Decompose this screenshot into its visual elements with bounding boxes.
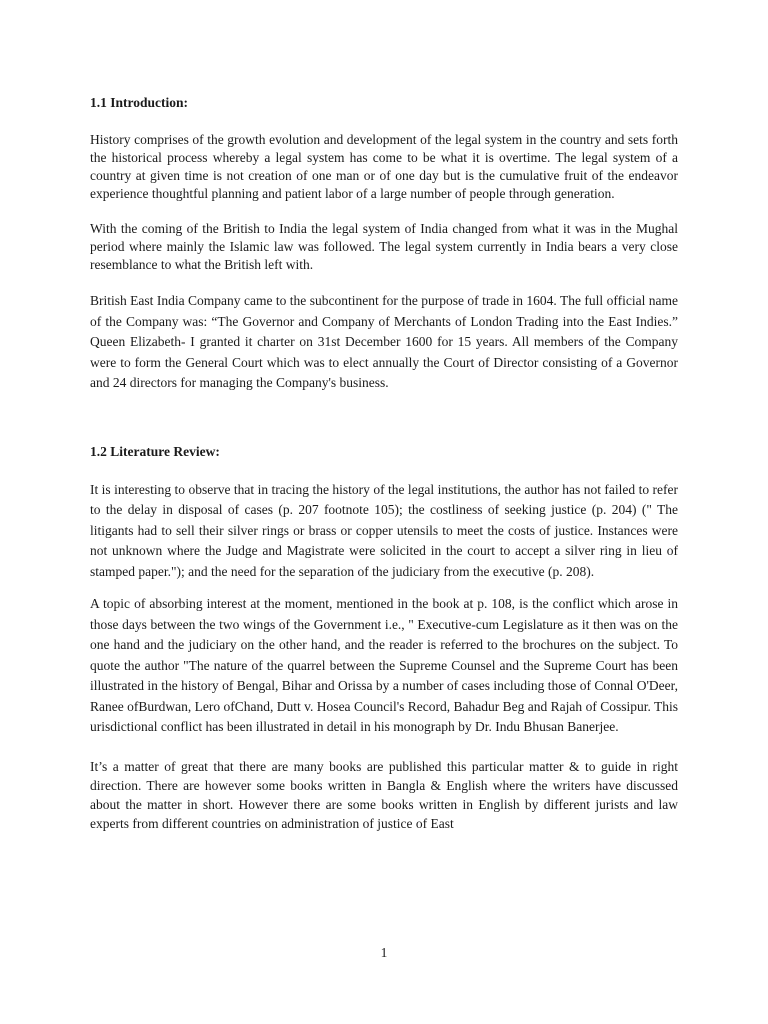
section-spacer	[90, 394, 678, 442]
literature-paragraph-1: It is interesting to observe that in tracing the history of the legal institutions, the author has not failed to refer to the delay in disposal of cases (p. 207 footnote 105); the costliness of seeking justice (p. 204) (" The litigants had to sell their silver rings or brass or copper utensils to meet the costs of justice. Instances were not unknown where the Judge and Magistrate were solicited in the court to accept a silver ring in lieu of stamped paper."); and the need for the separation of the judiciary from the executive (p. 208).	[90, 481, 678, 579]
section-heading-literature-review: 1.2 Literature Review:	[90, 443, 220, 459]
page-number: 1	[380, 945, 388, 960]
section-literature-review	[90, 442, 678, 833]
intro-paragraph-1: History comprises of the growth evolution and development of the legal system in the country and sets forth the historical process whereby a legal system has come to be what it is overtime. The legal system of a country at given time is not creation of one man or of one day but is the cumulative fruit of the endeavor experience thoughtful planning and patient labor of a large number of people through generation.	[90, 132, 678, 201]
section-introduction	[90, 93, 678, 394]
literature-paragraph-3: It’s a matter of great that there are many books are published this particular matter & to guide in right direction. There are however some books written in Bangla & English where the writers have discussed about the matter in short. However there are some books written in English by different jurists and law experts from different countries on administration of justice of East	[90, 758, 678, 831]
intro-paragraph-2: With the coming of the British to India the legal system of India changed from what it was in the Mughal period where mainly the Islamic law was followed. The legal system currently in India bears a very close resemblance to what the British left with.	[90, 221, 678, 272]
document-page	[90, 93, 678, 833]
section-heading-introduction: 1.1 Introduction:	[90, 95, 189, 110]
literature-paragraph-2: A topic of absorbing interest at the moment, mentioned in the book at p. 108, is the conflict which arose in those days between the two wings of the Government i.e., " Executive-cum Legislature as it then was on the one hand and the judiciary on the other hand, and the reader is referred to the brochures on the subject. To quote the author "The nature of the quarrel between the Supreme Counsel and the Supreme Court has been illustrated in the history of Bengal, Bihar and Orissa by a number of cases including those of Connal O'Deer, Ranee ofBurdwan, Lero ofChand, Dutt v. Hosea Council's Record, Bahadur Beg and Rajah of Cossipur. This urisdictional conflict has been illustrated in detail in his monograph by Dr. Indu Bhusan Banerjee.	[90, 596, 678, 734]
intro-paragraph-3: British East India Company came to the subcontinent for the purpose of trade in 1604. The full official name of the Company was: “The Governor and Company of Merchants of London Trading into the East Indies.” Queen Elizabeth- I granted it charter on 31st December 1600 for 15 years. All members of the Company were to form the General Court which was to elect annually the Court of Director consisting of a Governor and 24 directors for managing the Company's business.	[90, 293, 678, 390]
